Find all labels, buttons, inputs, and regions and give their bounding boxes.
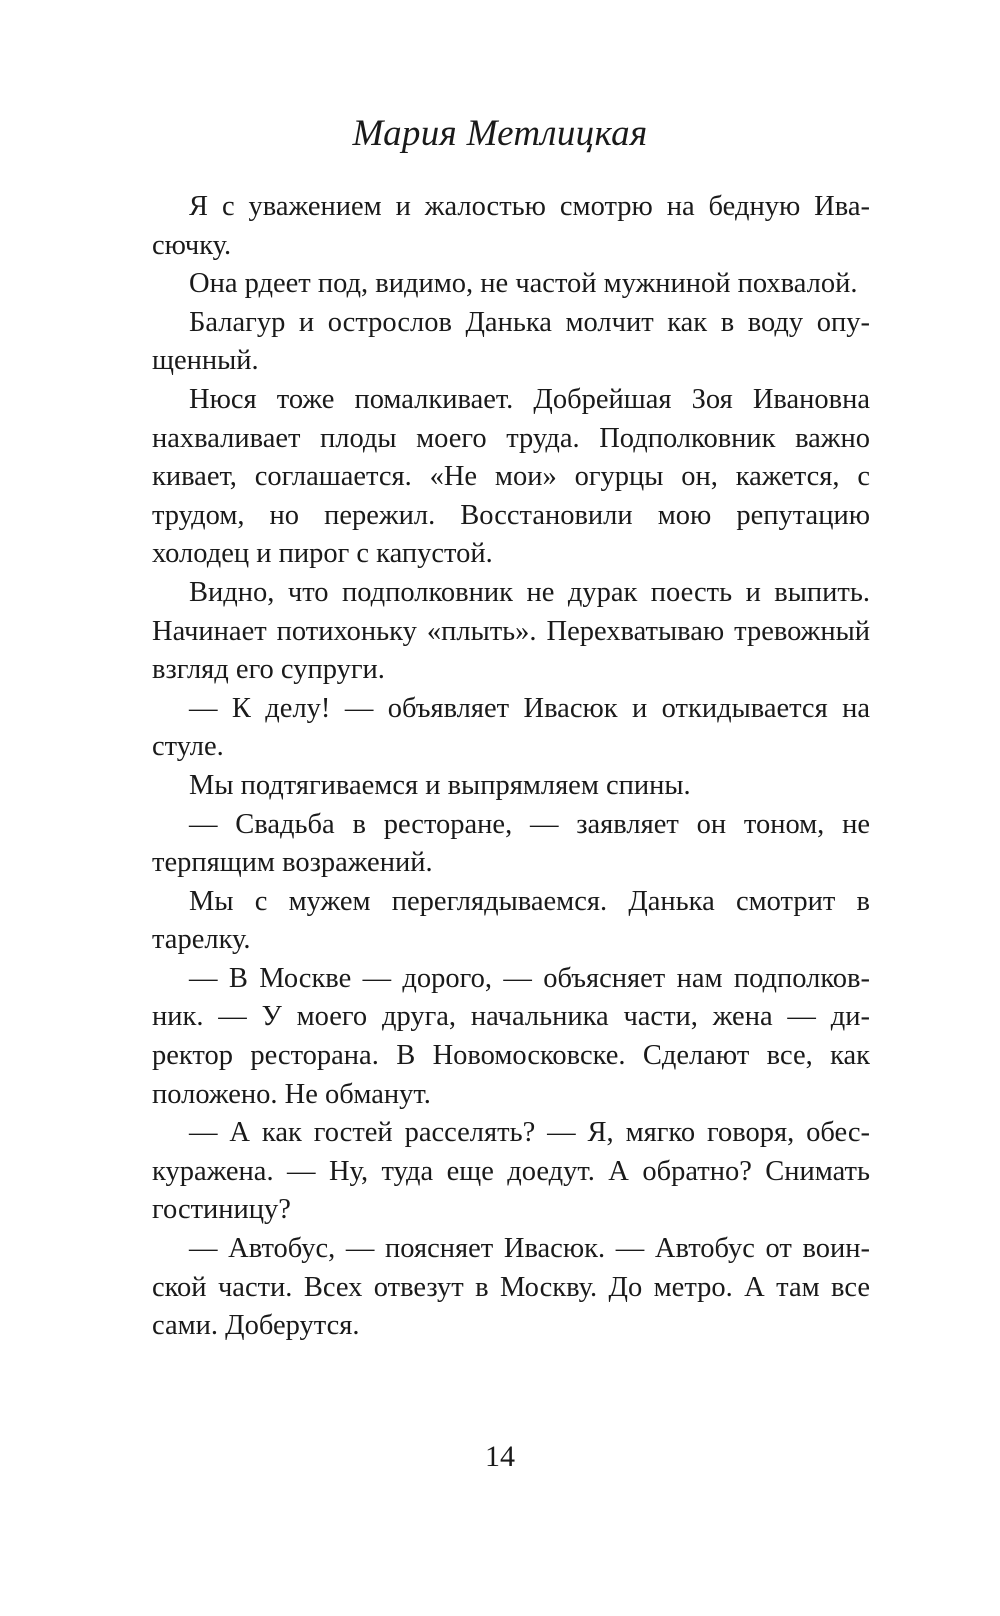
paragraph: Она рдеет под, видимо, не частой мужниной похвалой.	[189, 268, 858, 300]
paragraph: Мы подтягиваемся и выпрямляем спины.	[189, 769, 691, 801]
running-head-author: Мария Метлицкая	[352, 113, 648, 154]
paragraph: — Свадьба в ресторане, — заявляет он тоном, не терпящим возражений.	[152, 808, 870, 879]
paragraph: — А как гостей расселять? — Я, мягко говоря, обескуражена. — Ну, туда еще доедут. А обратно? Снимать гостиницу?	[152, 1117, 870, 1226]
paragraph: — Автобус, — поясняет Ивасюк. — Автобус от воинской части. Всех отвезут в Москву. До метро. А там все сами. Доберутся.	[152, 1233, 870, 1342]
paragraph: Я с уважением и жалостью смотрю на бедную Ивасючку.	[152, 191, 870, 261]
paragraph: Нюся тоже помалкивает. Добрейшая Зоя Ивановна нахваливает плоды моего труда. Подполковник важно кивает, соглашается. «Не мои» огурцы он, кажется, с трудом, но пережил. Восстановили мою репутацию холодец и пирог с капустой.	[152, 383, 870, 570]
page-number: 14	[485, 1440, 515, 1473]
paragraph: — В Москве — дорого, — объясняет нам подполковник. — У моего друга, начальника части, жена — директор ресторана. В Новомосковске. Сделают все, как положено. Не обманут.	[152, 962, 870, 1110]
body-text	[152, 188, 870, 1346]
paragraph: Видно, что подполковник не дурак поесть и выпить. Начинает потихоньку «плыть». Перехватываю тревожный взгляд его супруги.	[152, 576, 870, 686]
paragraph: Мы с мужем переглядываемся. Данька смотрит в тарелку.	[152, 885, 870, 956]
paragraph: — К делу! — объявляет Ивасюк и откидывается на стуле.	[152, 692, 870, 763]
paragraph: Балагур и острослов Данька молчит как в воду опущенный.	[152, 306, 870, 377]
